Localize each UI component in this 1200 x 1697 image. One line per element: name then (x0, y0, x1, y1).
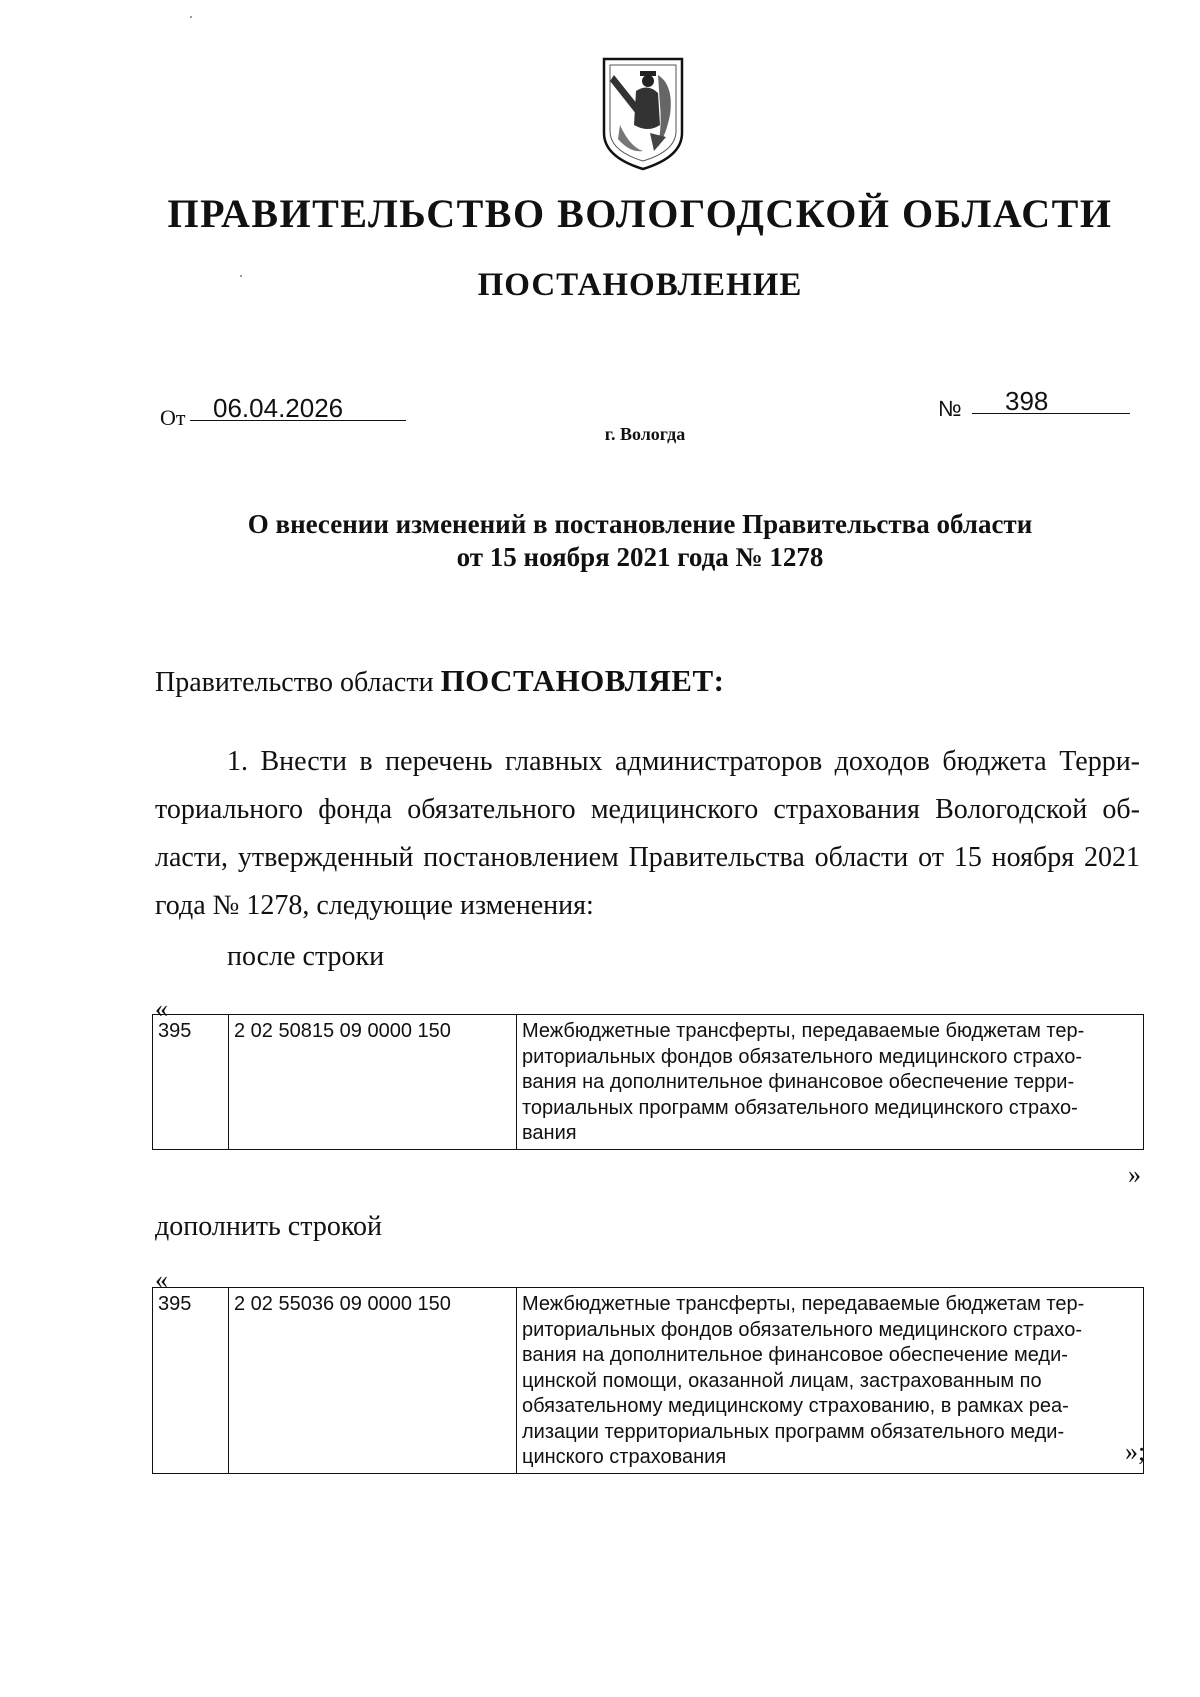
description-line: цинской помощи, оказанной лицам, застрахованным по (522, 1369, 1042, 1392)
decree-statement (155, 663, 724, 699)
paragraph-line: года № 1278, следующие изменения: (155, 890, 594, 921)
description-line: вания на дополнительное финансовое обеспечение терри- (522, 1071, 1075, 1093)
description-line: Межбюджетные трансферты, передаваемые бюджетам тер- (522, 1293, 1085, 1315)
date-label: От (160, 405, 186, 430)
description-line: ториальных программ обязательного медицинского страхо- (522, 1096, 1078, 1119)
description-line: вания (522, 1122, 577, 1144)
close-quote-final: »; (1125, 1437, 1146, 1466)
row-code: 395 (153, 1015, 229, 1150)
paragraph-1 (155, 738, 1140, 930)
document-subject (160, 508, 1120, 574)
after-row-label: после строки (227, 941, 385, 972)
row-code: 395 (153, 1288, 229, 1474)
table-existing-row (152, 1014, 1144, 1150)
paragraph-line: ласти, утвержденный постановлением Правительства области от 15 ноября 2021 (155, 842, 1140, 873)
row-description (517, 1288, 1144, 1474)
paragraph-line: 1. Внести в перечень главных администраторов доходов бюджета Терри- (227, 746, 1140, 777)
table-row (153, 1288, 1144, 1474)
row-kbk: 2 02 50815 09 0000 150 (229, 1015, 517, 1150)
row-kbk: 2 02 55036 09 0000 150 (229, 1288, 517, 1474)
scan-speck (190, 16, 192, 18)
document-number: 398 (1005, 386, 1049, 416)
open-quote: « (155, 994, 168, 1023)
description-line: вания на дополнительное финансовое обеспечение меди- (522, 1344, 1068, 1366)
decree-verb: ПОСТАНОВЛЯЕТ: (440, 663, 725, 698)
document-date: 06.04.2026 (213, 393, 344, 423)
add-row-label: дополнить строкой (155, 1211, 382, 1242)
description-line: риториальных фондов обязательного медицинского страхо- (522, 1045, 1082, 1068)
description-line: риториальных фондов обязательного медицинского страхо- (522, 1318, 1082, 1341)
subject-line: от 15 ноября 2021 года № 1278 (456, 542, 824, 572)
city: г. Вологда (604, 424, 686, 444)
description-line: лизации территориальных программ обязательного меди- (522, 1420, 1065, 1443)
paragraph-line: ториального фонда обязательного медицинского страхования Вологодской об- (155, 794, 1140, 825)
close-quote: » (1128, 1160, 1141, 1189)
decree-prefix: Правительство области (155, 667, 434, 698)
open-quote: « (155, 1265, 168, 1294)
document-type: ПОСТАНОВЛЕНИЕ (477, 267, 803, 303)
table-row (153, 1015, 1144, 1150)
subject-line: О внесении изменений в постановление Правительства области (247, 509, 1033, 539)
row-description (517, 1015, 1144, 1150)
description-line: обязательному медицинскому страхованию, в рамках реа- (522, 1395, 1069, 1417)
table-new-row (152, 1287, 1144, 1474)
government-title: ПРАВИТЕЛЬСТВО ВОЛОГОДСКОЙ ОБЛАСТИ (167, 191, 1113, 236)
number-label: № (938, 396, 962, 421)
number-underline (972, 413, 1130, 414)
coat-of-arms-emblem (600, 55, 686, 173)
description-line: Межбюджетные трансферты, передаваемые бюджетам тер- (522, 1020, 1085, 1042)
description-line: цинского страхования (522, 1446, 727, 1468)
